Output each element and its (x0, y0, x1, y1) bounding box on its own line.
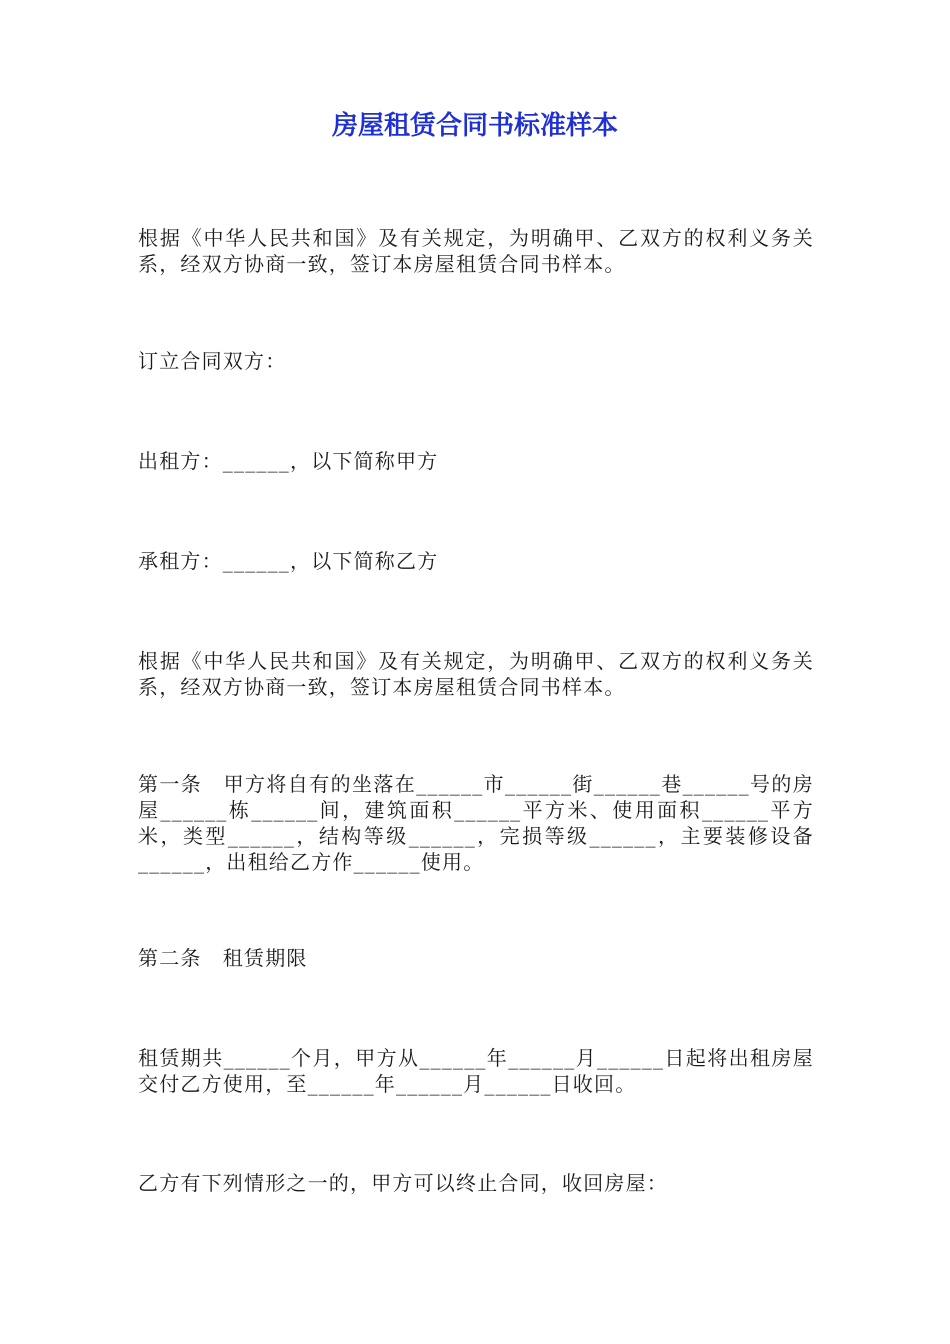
lease-term-paragraph: 租赁期共______个月，甲方从______年______月______日起将出租房屋交付乙方使用，至______年______月______日收回。 (138, 1046, 814, 1096)
article-one: 第一条 甲方将自有的坐落在______市______街______巷______号的房屋______栋______间，建筑面积______平方米、使用面积______平方米，类型______，结构等级______，完损等级______，主要装修设备______，出租给乙方作______使用。 (138, 772, 814, 874)
basis-paragraph: 根据《中华人民共和国》及有关规定，为明确甲、乙双方的权利义务关系，经双方协商一致，签订本房屋租赁合同书样本。 (138, 649, 814, 699)
termination-paragraph: 乙方有下列情形之一的，甲方可以终止合同，收回房屋： (138, 1171, 668, 1195)
parties-heading: 订立合同双方： (138, 349, 287, 373)
article-two-heading: 第二条 租赁期限 (138, 946, 308, 970)
lessee-line: 承租方：______，以下简称乙方 (138, 549, 439, 573)
lessor-line: 出租方：______，以下简称甲方 (138, 449, 439, 473)
document-title: 房屋租赁合同书标准样本 (331, 111, 618, 141)
intro-paragraph: 根据《中华人民共和国》及有关规定，为明确甲、乙双方的权利义务关系，经双方协商一致，签订本房屋租赁合同书样本。 (138, 226, 814, 276)
